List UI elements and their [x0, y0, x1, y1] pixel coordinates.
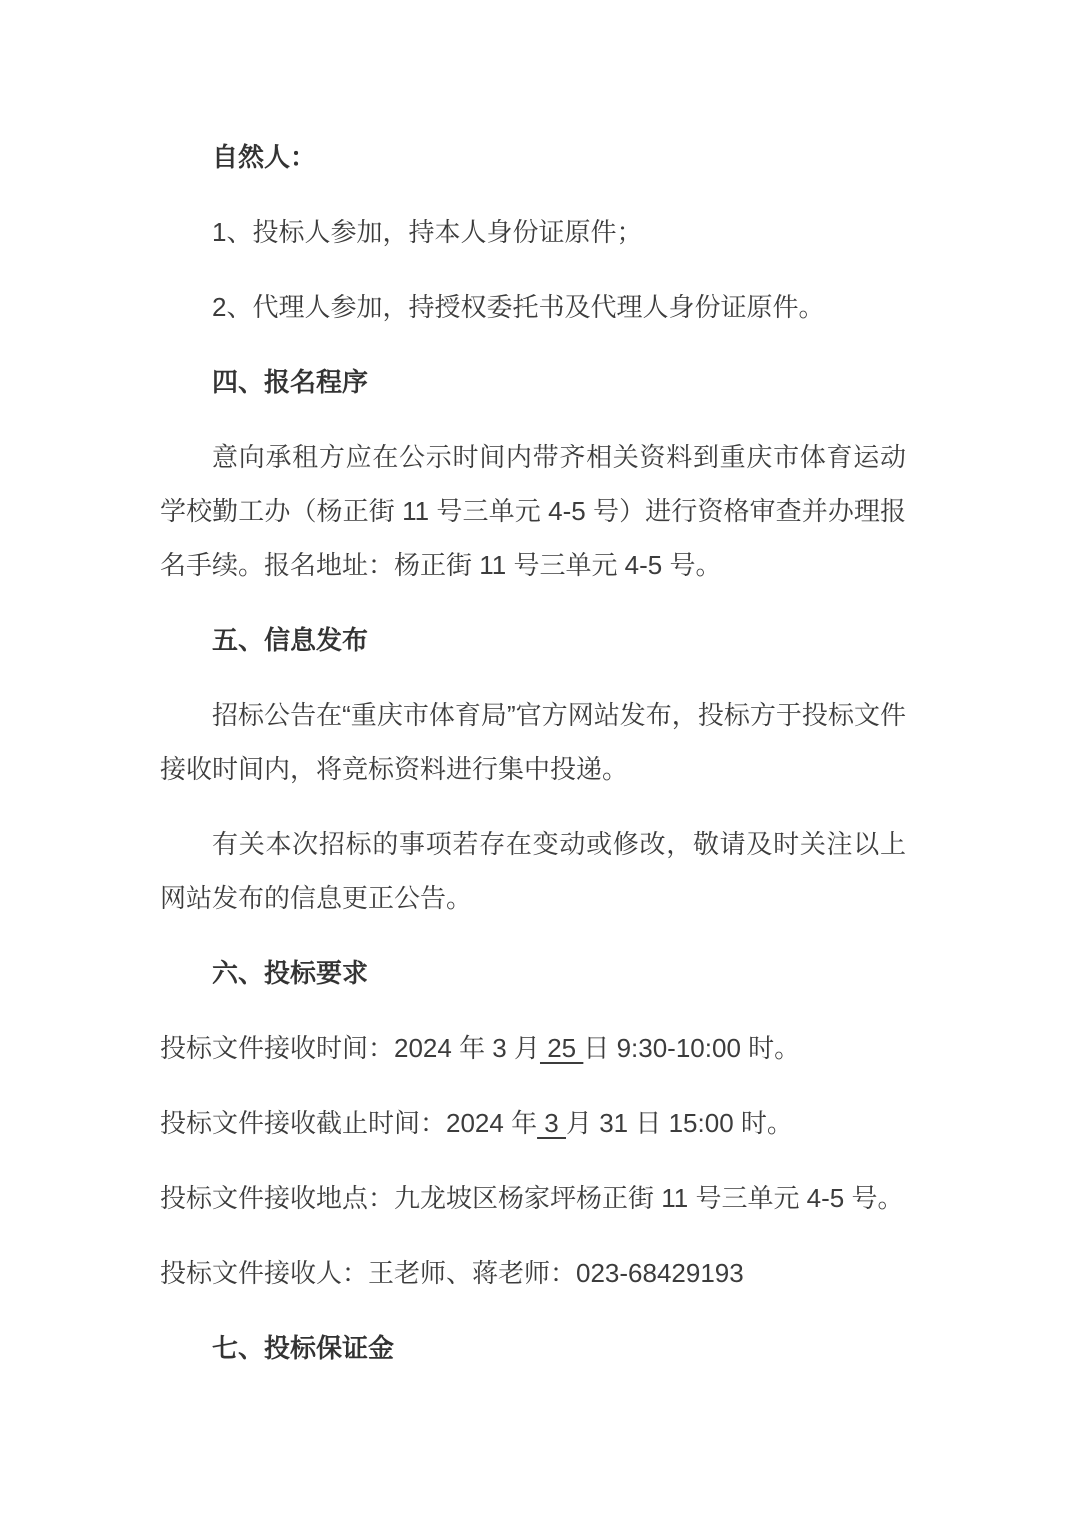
line-receive-contact: 投标文件接收人：王老师、蒋老师：023-68429193 [160, 1258, 744, 1288]
list-item-bidder: 1、投标人参加，持本人身份证原件； [212, 217, 643, 247]
heading-registration-procedure: 四、报名程序 [212, 367, 369, 397]
line-receive-deadline [160, 1096, 906, 1150]
heading-information-release: 五、信息发布 [212, 625, 369, 655]
receive-time-day-underlined: 25 [539, 1033, 584, 1063]
receive-deadline-suffix: 月 31 日 15:00 时。 [566, 1108, 793, 1138]
heading-natural-person: 自然人： [212, 142, 317, 172]
para-information-release: 招标公告在“重庆市体育局”官方网站发布，投标方于投标文件接收时间内，将竞标资料进行集中投递。 [160, 700, 906, 784]
para-registration-procedure: 意向承租方应在公示时间内带齐相关资料到重庆市体育运动学校勤工办（杨正街 11 号三单元 4-5 号）进行资格审查并办理报名手续。报名地址：杨正街 11 号三单元 4-5 号。 [160, 442, 906, 580]
receive-deadline-month-underlined: 3 [537, 1108, 566, 1138]
receive-time-suffix: 日 9:30-10:00 时。 [583, 1033, 801, 1063]
receive-deadline-prefix: 投标文件接收截止时间：2024 年 [160, 1108, 538, 1138]
para-change-notice: 有关本次招标的事项若存在变动或修改，敬请及时关注以上网站发布的信息更正公告。 [160, 829, 906, 913]
receive-time-prefix: 投标文件接收时间：2024 年 3 月 [160, 1033, 540, 1063]
heading-bid-deposit: 七、投标保证金 [212, 1333, 395, 1363]
list-item-agent: 2、代理人参加，持授权委托书及代理人身份证原件。 [212, 292, 825, 322]
heading-bidding-requirements: 六、投标要求 [212, 958, 369, 988]
line-receive-time [160, 1021, 906, 1075]
line-receive-address: 投标文件接收地点：九龙坡区杨家坪杨正街 11 号三单元 4-5 号。 [160, 1183, 904, 1213]
